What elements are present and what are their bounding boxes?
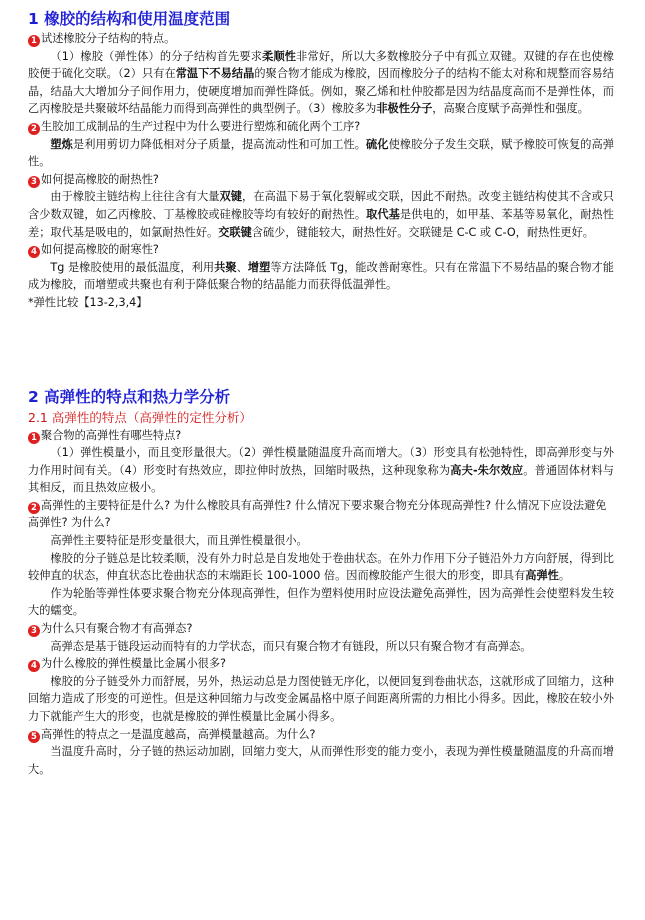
question-number-badge: 4 — [28, 246, 40, 258]
section-1-heading: 1 橡胶的结构和使用温度范围 — [28, 10, 231, 28]
note-reference: *弹性比较【13-2,3,4】 — [28, 295, 148, 309]
question-number-badge: 4 — [28, 660, 40, 672]
answer-2-3: 高弹态是基于链段运动而特有的力学状态，而只有聚合物才有链段，所以只有聚合物才有高弹态。 — [50, 639, 532, 653]
question-2-1: 1 聚合物的高弹性有哪些特点? — [28, 427, 614, 445]
answer-2-2c: 作为轮胎等弹性体要求聚合物充分体现高弹性，但作为塑料使用时应设法避免高弹性，因为高弹性会使塑料发生较大的蠕变。 — [28, 586, 614, 618]
question-1-3: 3 如何提高橡胶的耐热性? — [28, 171, 614, 189]
question-1-1: 1 试述橡胶分子结构的特点。 — [28, 30, 614, 48]
question-1-2: 2 生胶加工成制品的生产过程中为什么要进行塑炼和硫化两个工序? — [28, 118, 614, 136]
question-2-3: 3 为什么只有聚合物才有高弹态? — [28, 620, 614, 638]
question-number-badge: 3 — [28, 176, 40, 188]
question-number-badge: 2 — [28, 123, 40, 135]
question-number-badge: 1 — [28, 432, 40, 444]
answer-2-2b: 橡胶的分子链总是比较柔顺，没有外力时总是自发地处于卷曲状态。在外力作用下分子链沿外力方向舒展，得到比较伸直的状态，伸直状态比卷曲状态的末端距长 100-1000 倍。因而橡胶能产生很大的形变，即具有高弹性。 — [28, 551, 614, 583]
question-2-2: 2 高弹性的主要特征是什么? 为什么橡胶具有高弹性? 什么情况下要求聚合物充分体现高弹性? 什么情况下应设法避免高弹性? 为什么? — [28, 498, 607, 530]
question-number-badge: 3 — [28, 625, 40, 637]
answer-1-1: （1）橡胶（弹性体）的分子结构首先要求柔顺性非常好，所以大多数橡胶分子中有孤立双键。双键的存在也使橡胶便于硫化交联。（2）只有在常温下不易结晶的聚合物才能成为橡胶，因而橡胶分子的结构不能太对称和规整而容易结晶，结晶大大增加分子间作用力，使硬度增加而弹性降低。例如，聚乙烯和杜仲胶都是因为结晶度高而不是弹性体，而乙丙橡胶是共聚破坏结晶能力而得到高弹性的典型例子。（3）橡胶多为非极性分子，高聚合度赋予高弹性和强度。 — [28, 49, 614, 116]
question-number-badge: 1 — [28, 35, 40, 47]
section-2-heading: 2 高弹性的特点和热力学分析 — [28, 387, 231, 406]
question-2-5: 5 高弹性的特点之一是温度越高，高弹模量越高。为什么? — [28, 726, 614, 744]
answer-2-5: 当温度升高时，分子链的热运动加剧，回缩力变大，从而弹性形变的能力变小，表现为弹性模量随温度的升高而增大。 — [28, 745, 614, 776]
subsection-2-1-heading: 2.1 高弹性的特点（高弹性的定性分析） — [28, 409, 252, 425]
section-spacer — [28, 312, 614, 386]
answer-1-4: Tg 是橡胶使用的最低温度，利用共聚、增塑等方法降低 Tg，能改善耐寒性。只有在常温下不易结晶的聚合物才能成为橡胶，而增塑或共聚也有利于降低聚合物的结晶能力而获得低温弹性。 — [28, 260, 614, 292]
question-number-badge: 2 — [28, 502, 40, 514]
question-number-badge: 5 — [28, 731, 40, 743]
document-page — [28, 8, 614, 778]
question-2-4: 4 为什么橡胶的弹性模量比金属小很多? — [28, 655, 614, 673]
answer-2-4: 橡胶的分子链受外力而舒展，另外，热运动总是力图使链无序化，以便回复到卷曲状态，这就形成了回缩力，这种回缩力造成了形变的可逆性。但是这种回缩力与改变金属晶格中原子间距离所需的力相比小得多。因此，橡胶在较小外力下就能产生大的形变，也就是橡胶的弹性模量比金属小得多。 — [28, 674, 614, 723]
answer-2-2a: 高弹性主要特征是形变量很大，而且弹性模量很小。 — [50, 534, 308, 548]
question-1-4: 4 如何提高橡胶的耐寒性? — [28, 241, 614, 259]
answer-1-2: 塑炼是利用剪切力降低相对分子质量，提高流动性和可加工性。硫化使橡胶分子发生交联，赋予橡胶可恢复的高弹性。 — [28, 137, 614, 169]
answer-1-3: 由于橡胶主链结构上往往含有大量双键，在高温下易于氧化裂解或交联，因此不耐热。改变主链结构使其不含或只含少数双键，如乙丙橡胶、丁基橡胶或硅橡胶等均有较好的耐热性。取代基是供电的，如甲基、苯基等易氧化，耐热性差；取代基是吸电的，如氯耐热性好。交联键含硫少，键能较大，耐热性好。交联键是 C-C 或 C-O，耐热性更好。 — [28, 190, 614, 239]
answer-2-1: （1）弹性模量小，而且变形量很大。（2）弹性模量随温度升高而增大。（3）形变具有松弛特性，即高弹形变与外力作用时间有关。（4）形变时有热效应，即拉伸时放热，回缩时吸热，这种现象称为高夫-朱尔效应。普通固体材料与其相反，而且热效应极小。 — [28, 446, 614, 495]
